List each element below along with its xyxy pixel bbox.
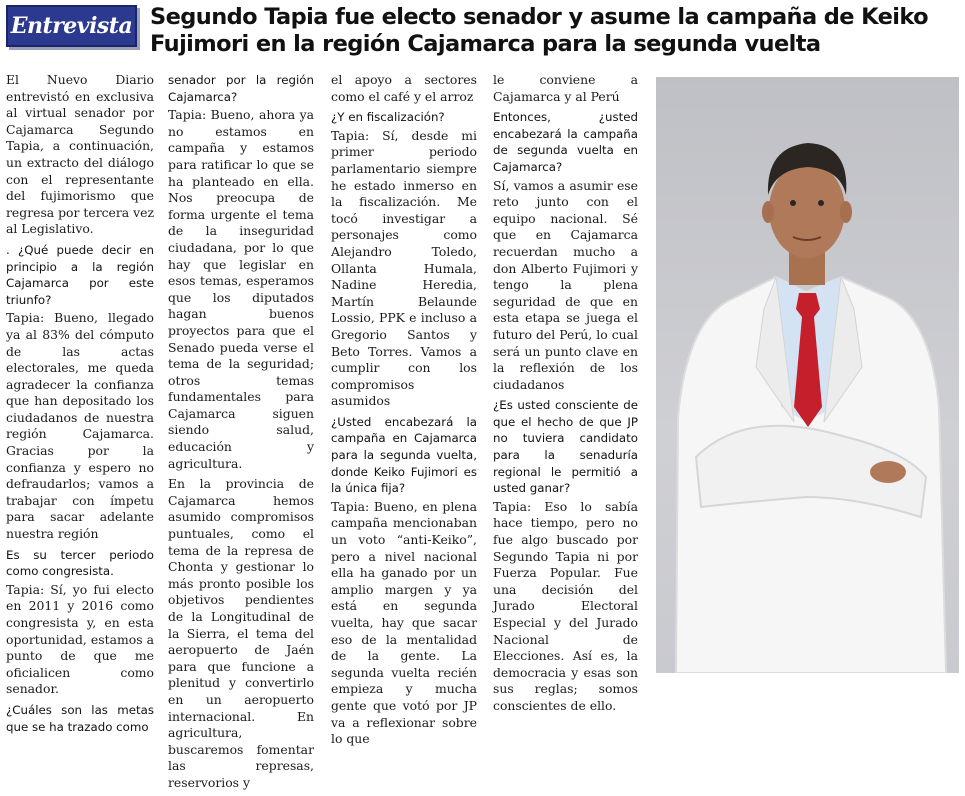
text-paragraph: En la provincia de Cajamarca hemos asumido compromisos puntuales, como el tema de la represa de Chonta y gestionar lo más pronto posible los objetivos pendientes de la Longitudinal de la Sierra, el tema del aeropuerto de Jaén para que funcione a plenitud y convertirlo en un aeropuerto internacional. En agricultura, buscaremos fomentar las represas, reservorios y <box>168 476 314 790</box>
column-4 <box>493 72 638 719</box>
portrait-illustration <box>656 77 959 673</box>
hand <box>870 461 906 483</box>
text-paragraph: El Nuevo Diario entrevistó en exclusiva al virtual senador por Cajamarca Segundo Tapia, a continuación, un extracto del diálogo con el representante del fujimorismo que regresa por tercera vez al Legislativo. <box>6 72 154 237</box>
question-paragraph: ¿Cuáles son las metas que se ha trazado como <box>6 702 154 734</box>
question-paragraph: ¿Usted encabezará la campaña en Cajamarca para la segunda vuelta, donde Keiko Fujimori es la única fija? <box>331 414 477 496</box>
headline: Segundo Tapia fue electo senador y asume la campaña de Keiko Fujimori en la región Cajamarca para la segunda vuelta <box>150 4 929 57</box>
question-paragraph: senador por la región Cajamarca? <box>168 73 314 104</box>
section-tag-label: Entrevista <box>10 13 133 39</box>
text-paragraph: el apoyo a sectores como el café y el arroz <box>331 72 477 104</box>
question-paragraph: . ¿Qué puede decir en principio a la región Cajamarca por este triunfo? <box>6 242 154 307</box>
question-paragraph: ¿Y en fiscalización? <box>331 110 445 125</box>
column-3 <box>331 72 477 752</box>
face <box>769 162 845 258</box>
ear-left <box>762 201 774 223</box>
question-paragraph: Entonces, ¿usted encabezará la campaña de segunda vuelta en Cajamarca? <box>493 110 638 174</box>
eye-right <box>818 200 824 206</box>
text-paragraph: Tapia: Bueno, ahora ya no estamos en campaña y estamos para ratificar lo que se ha planteado en ella. Nos preocupa de forma urgente el tema de la inseguridad ciudadana, por lo que hay que legislar en esos temas, esperamos que los diputados hagan buenos proyectos para que el Senado pueda verse el tema de la seguridad; otros temas fundamentales para Cajamarca siguen siendo salud, educación y agricultura. <box>168 107 314 471</box>
column-1 <box>6 72 154 737</box>
text-paragraph: Tapia: Bueno, en plena campaña mencionaban un voto “anti-Keiko”, pero a nivel nacional ella ha ganado por un amplio margen y ya está en segunda vuelta, hay que sacar eso de la mentalidad de la gente. La segunda vuelta recién empieza y mucha gente que votó por JP va a reflexionar sobre lo que <box>331 498 477 747</box>
text-paragraph: Tapia: Eso lo sabía hace tiempo, pero no fue algo buscado por Segundo Tapia ni por Fuerza Popular. Fue una decisión del Jurado Electoral Especial y del Jurado Nacional de Elecciones. Así es, la democracia y esas son sus reglas; somos conscientes de ello. <box>493 498 638 713</box>
portrait-photo <box>656 77 959 673</box>
text-paragraph: Sí, vamos a asumir ese reto junto con el equipo nacional. Sé que en Cajamarca recuerdan mucho a don Alberto Fujimori y tengo la plena seguridad de que en esta etapa se juega el futuro del Perú, lo cual será un punto clave en la reflexión de los ciudadanos <box>493 177 638 392</box>
text-paragraph: Tapia: Bueno, llegado ya al 83% del cómputo de las actas electorales, me queda agradecer la confianza que han depositado los ciudadanos de nuestra región Cajamarca. Gracias por la confianza y espero no defraudarlos; vamos a trabajar con ímpetu para sacar adelante nuestra región <box>6 310 154 542</box>
question-paragraph: Es su tercer periodo como congresista. <box>6 547 154 579</box>
column-2 <box>168 72 314 796</box>
eye-left <box>790 200 796 206</box>
text-paragraph: le conviene a Cajamarca y al Perú <box>493 72 638 104</box>
question-paragraph: ¿Es usted consciente de que el hecho de que JP no tuviera candidato para la senaduría regional le permitió a usted ganar? <box>493 398 638 496</box>
ear-right <box>840 201 852 223</box>
section-tag <box>6 5 137 47</box>
text-paragraph: Tapia: Sí, desde mi primer periodo parlamentario siempre he estado inmerso en la fiscalización. Me tocó investigar a personajes como Alejandro Toledo, Ollanta Humala, Nadine Heredia, Martín Belaunde Lossio, PPK e incluso a Gregorio Santos y Beto Torres. Vamos a cumplir con los compromisos asumidos <box>331 127 477 409</box>
text-paragraph: Tapia: Sí, yo fui electo en 2011 y 2016 como congresista y, en esta oportunidad, estamos a punto de que me oficialicen como senador. <box>6 581 154 697</box>
